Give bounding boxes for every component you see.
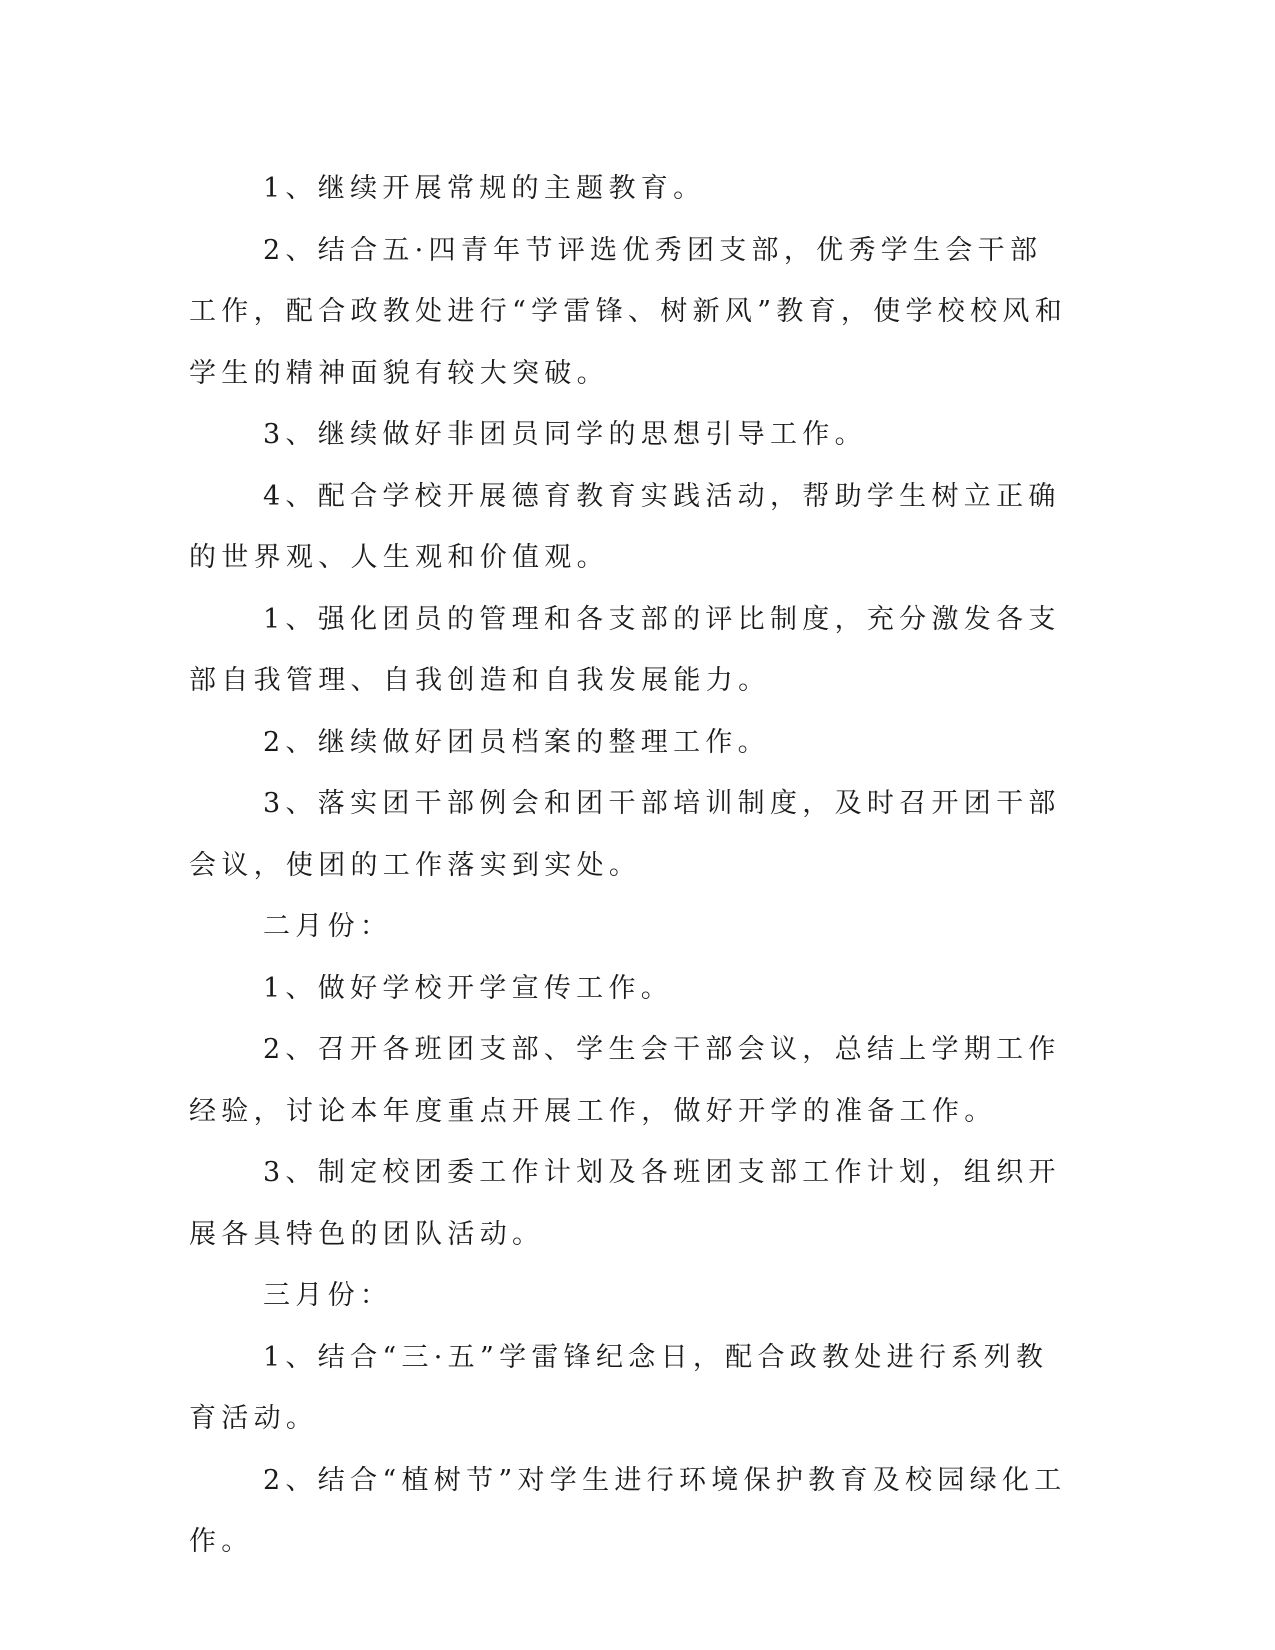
- document-body: [189, 158, 1069, 1573]
- section-heading: 二月份：: [263, 911, 393, 942]
- paragraph: 3、制定校团委工作计划及各班团支部工作计划，组织开展各具特色的团队活动。: [189, 1157, 1061, 1250]
- paragraph: 3、落实团干部例会和团干部培训制度，及时召开团干部会议，使团的工作落实到实处。: [189, 788, 1061, 881]
- paragraph: 2、召开各班团支部、学生会干部会议，总结上学期工作经验，讨论本年度重点开展工作，做好开学的准备工作。: [189, 1034, 1061, 1127]
- paragraph: 2、结合“植树节”对学生进行环境保护教育及校园绿化工作。: [189, 1464, 1067, 1557]
- paragraph: 1、结合“三·五”学雷锋纪念日，配合政教处进行系列教育活动。: [189, 1341, 1049, 1434]
- section-heading: 三月份：: [263, 1280, 393, 1311]
- paragraph: 1、继续开展常规的主题教育。: [263, 173, 706, 204]
- paragraph: 2、结合五·四青年节评选优秀团支部，优秀学生会干部工作，配合政教处进行“学雷锋、树新风”教育，使学校校风和学生的精神面貌有较大突破。: [189, 234, 1068, 389]
- paragraph: 1、做好学校开学宣传工作。: [263, 972, 674, 1004]
- paragraph: 4、配合学校开展德育教育实践活动，帮助学生树立正确的世界观、人生观和价值观。: [189, 480, 1061, 573]
- paragraph: 2、继续做好团员档案的整理工作。: [263, 726, 770, 758]
- paragraph: 3、继续做好非团员同学的思想引导工作。: [263, 419, 867, 450]
- paragraph: 1、强化团员的管理和各支部的评比制度，充分激发各支部自我管理、自我创造和自我发展能力。: [189, 603, 1061, 696]
